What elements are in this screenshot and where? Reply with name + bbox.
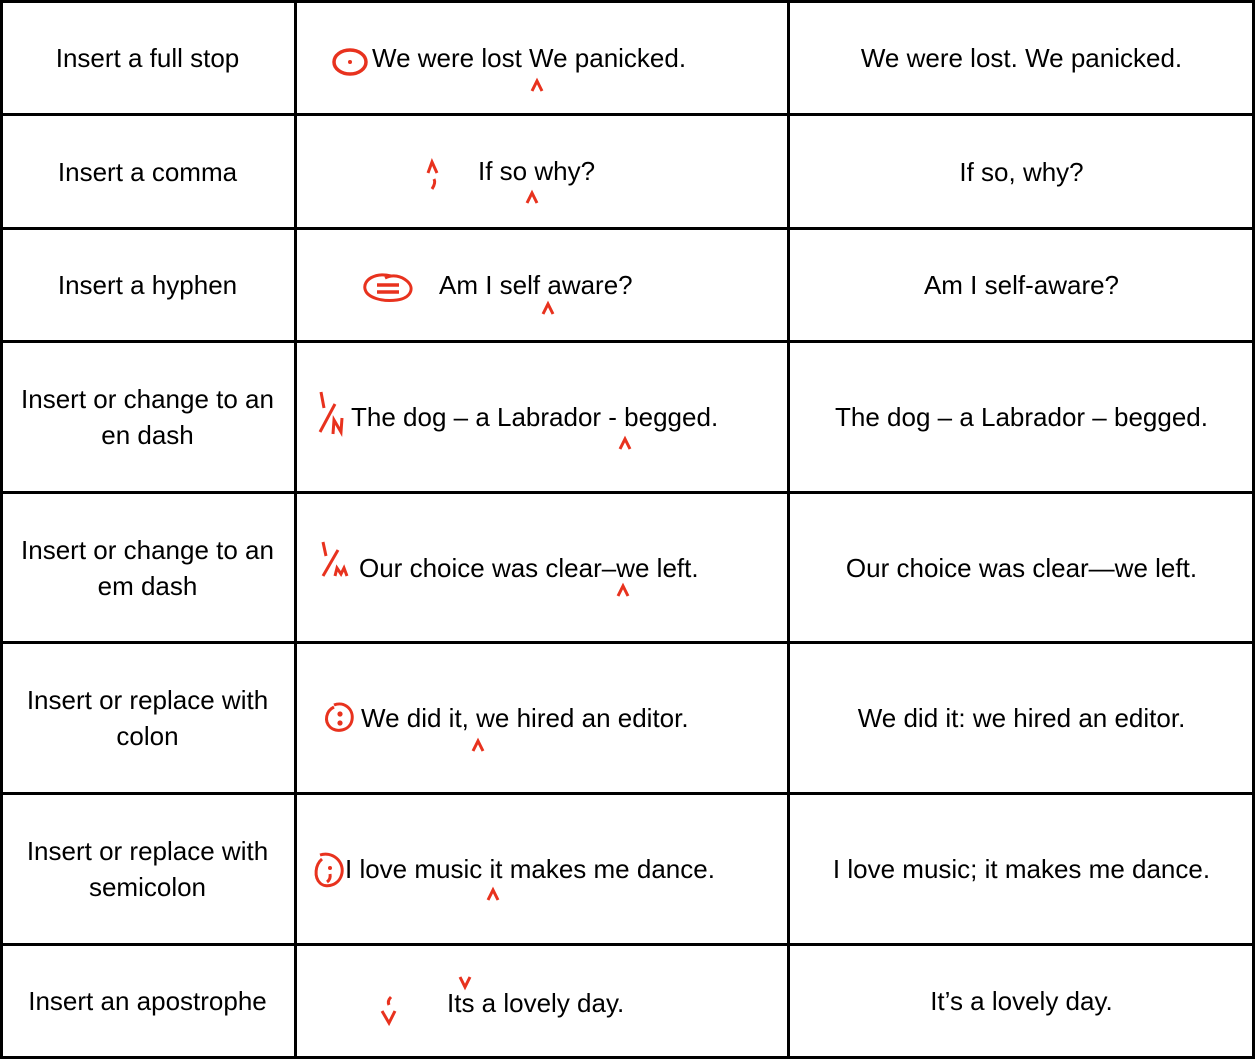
hyphen-circle-icon (361, 270, 415, 304)
mark-name-cell (0, 945, 295, 1057)
table-row (0, 643, 1255, 793)
column-divider (294, 0, 297, 1059)
corrected-example-cell (788, 643, 1255, 793)
caret-icon (618, 436, 632, 450)
caret-icon (525, 190, 539, 204)
marked-example-cell (295, 115, 788, 228)
corrected-sentence: Am I self-aware? (923, 270, 1120, 300)
mark-name: Insert a full stop (55, 43, 240, 73)
table-row (0, 342, 1255, 492)
table-row (0, 2, 1255, 114)
row-divider (0, 113, 1255, 116)
mark-name-cell (0, 342, 295, 492)
caret-icon (530, 78, 544, 92)
marked-example-cell (295, 342, 788, 492)
mark-name-cell (0, 2, 295, 114)
marked-sentence: I love music it makes me dance. (345, 854, 715, 884)
mark-name: Insert or change to an em dash (21, 534, 274, 601)
row-divider (0, 641, 1255, 644)
em-dash-mark-icon (320, 540, 352, 578)
full-stop-circle-icon (331, 46, 371, 78)
marked-example-cell (295, 493, 788, 642)
corrected-example-cell (788, 493, 1255, 642)
corrected-example-cell (788, 342, 1255, 492)
mark-name-cell (0, 794, 295, 944)
marked-example-cell (295, 229, 788, 341)
marked-example-cell (295, 643, 788, 793)
row-divider (0, 491, 1255, 494)
corrected-example-cell (788, 2, 1255, 114)
caret-icon (471, 738, 485, 752)
marked-example-cell (295, 794, 788, 944)
marked-example-cell (295, 945, 788, 1057)
marked-sentence: Our choice was clear–we left. (359, 553, 699, 583)
marked-sentence: We were lost We panicked. (372, 43, 687, 73)
corrected-example-cell (788, 115, 1255, 228)
mark-name-cell (0, 115, 295, 228)
corrected-example-cell (788, 794, 1255, 944)
corrected-sentence: We were lost. We panicked. (860, 43, 1183, 73)
table-row (0, 945, 1255, 1057)
marked-sentence: Am I self aware? (439, 270, 633, 300)
column-divider (787, 0, 790, 1059)
mark-name: Insert a hyphen (57, 270, 238, 300)
comma-caret-icon (426, 159, 440, 191)
corrected-sentence: We did it: we hired an editor. (857, 703, 1186, 733)
mark-name-cell (0, 493, 295, 642)
marked-sentence: Its a lovely day. (447, 988, 625, 1018)
corrected-example-cell (788, 229, 1255, 341)
corrected-sentence: It’s a lovely day. (930, 986, 1113, 1016)
colon-circle-icon (324, 701, 356, 735)
mark-name: Insert an apostrophe (28, 986, 267, 1016)
mark-name: Insert or replace with semicolon (26, 836, 269, 902)
corrected-sentence: The dog – a Labrador – begged. (835, 402, 1208, 432)
mark-name-cell (0, 229, 295, 341)
marked-example-cell (295, 2, 788, 114)
mark-name: Insert or change to an en dash (21, 384, 274, 450)
mark-name: Insert a comma (57, 156, 238, 187)
corrected-sentence: I love music; it makes me dance. (832, 854, 1211, 884)
column-divider (0, 0, 3, 1059)
mark-name-cell (0, 643, 295, 793)
table-row (0, 229, 1255, 341)
apostrophe-mark-icon (379, 995, 399, 1027)
table-row (0, 794, 1255, 944)
corrected-sentence: Our choice was clear—we left. (845, 552, 1198, 583)
caret-icon (541, 301, 555, 315)
marked-sentence: If so why? (478, 156, 596, 186)
row-divider (0, 792, 1255, 795)
mark-name: Insert or replace with colon (26, 685, 269, 751)
corrected-example-cell (788, 945, 1255, 1057)
row-divider (0, 227, 1255, 230)
semicolon-circle-icon (312, 851, 346, 891)
table-row (0, 115, 1255, 228)
corrected-sentence: If so, why? (959, 156, 1084, 187)
marked-sentence: We did it, we hired an editor. (361, 703, 689, 733)
row-divider (0, 0, 1255, 3)
marked-sentence: The dog – a Labrador - begged. (351, 402, 719, 432)
table-row (0, 493, 1255, 642)
row-divider (0, 943, 1255, 946)
en-dash-mark-icon (317, 390, 347, 436)
caret-icon (486, 887, 500, 901)
row-divider (0, 340, 1255, 343)
